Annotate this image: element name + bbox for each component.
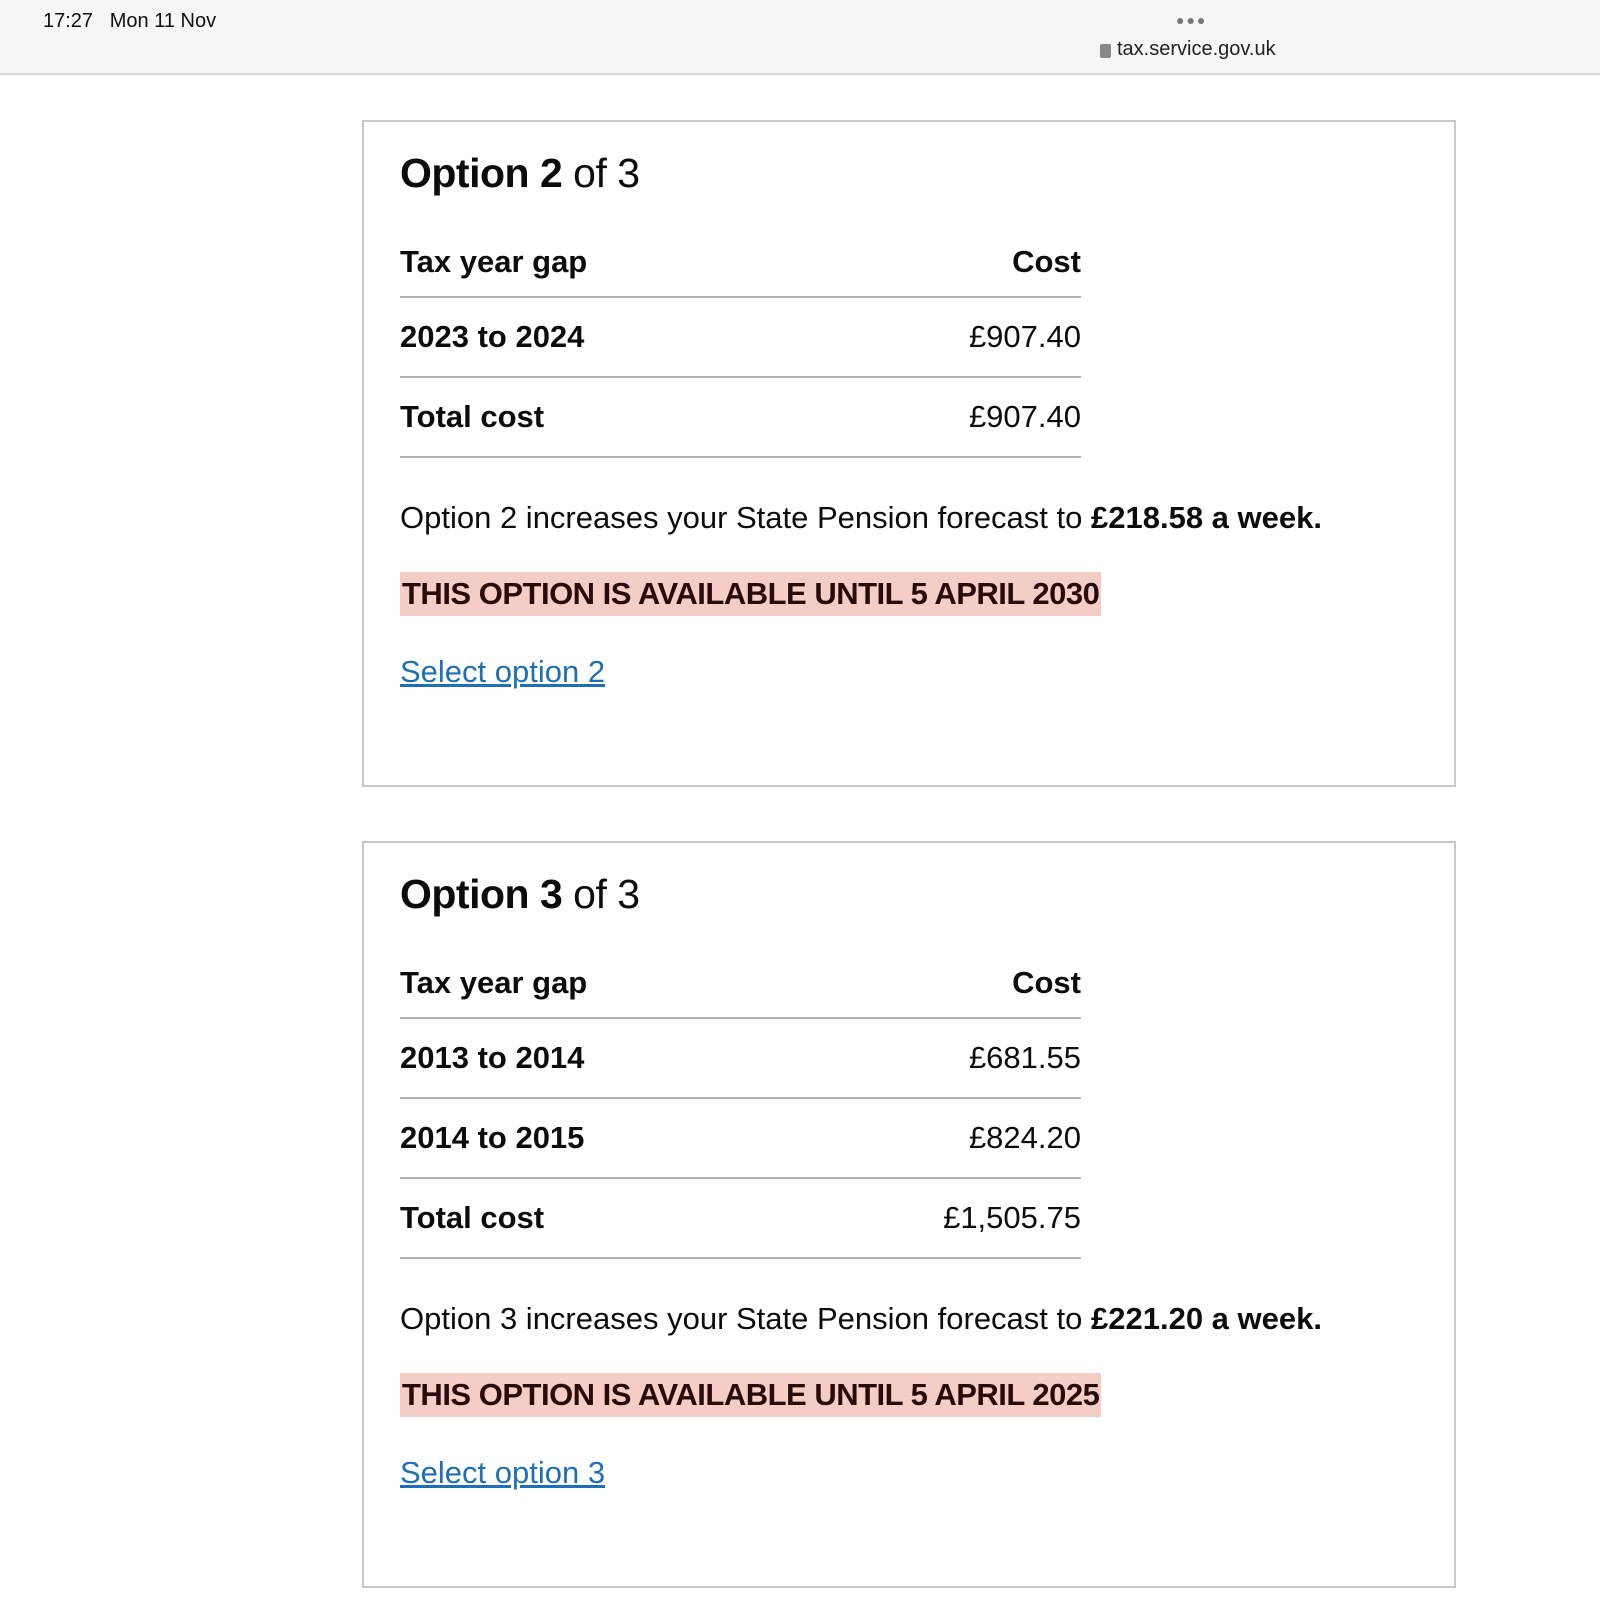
lock-icon (1100, 44, 1111, 58)
table-row (400, 1098, 1081, 1178)
status-time: 17:27 Mon 11 Nov (43, 10, 217, 32)
gap-cell: 2013 to 2014 (400, 1018, 792, 1098)
cost-cell: £824.20 (792, 1098, 1081, 1178)
availability-banner: THIS OPTION IS AVAILABLE UNTIL 5 APRIL 2030 (400, 572, 1101, 616)
forecast-text: Option 2 increases your State Pension forecast to £218.58 a week. (400, 500, 1322, 535)
option-heading: Option 2 of 3 (400, 150, 640, 196)
address-bar[interactable]: tax.service.gov.uk (1100, 38, 1276, 61)
select-option-2-link[interactable]: Select option 2 (400, 654, 606, 689)
gap-cell: 2014 to 2015 (400, 1098, 792, 1178)
gap-cell: 2023 to 2024 (400, 297, 826, 377)
option-heading: Option 3 of 3 (400, 871, 640, 917)
cost-cell: £681.55 (792, 1018, 1081, 1098)
cost-table (400, 958, 1081, 1259)
browser-status-bar (0, 0, 1600, 75)
total-row (400, 377, 1081, 457)
availability-banner: THIS OPTION IS AVAILABLE UNTIL 5 APRIL 2025 (400, 1373, 1101, 1417)
select-option-3-link[interactable]: Select option 3 (400, 1455, 606, 1490)
option-3-card (362, 841, 1456, 1588)
col-header-gap: Tax year gap (400, 958, 792, 1018)
more-dots-icon[interactable]: ●●● (1176, 12, 1208, 28)
cost-cell: £907.40 (826, 297, 1081, 377)
total-cost: £907.40 (826, 377, 1081, 457)
total-cost: £1,505.75 (792, 1178, 1081, 1258)
forecast-text: Option 3 increases your State Pension forecast to £221.20 a week. (400, 1301, 1322, 1336)
col-header-gap: Tax year gap (400, 237, 826, 297)
table-row (400, 297, 1081, 377)
total-label: Total cost (400, 1178, 792, 1258)
option-2-card (362, 120, 1456, 787)
total-label: Total cost (400, 377, 826, 457)
table-row (400, 1018, 1081, 1098)
total-row (400, 1178, 1081, 1258)
col-header-cost: Cost (792, 958, 1081, 1018)
col-header-cost: Cost (826, 237, 1081, 297)
cost-table (400, 237, 1081, 458)
